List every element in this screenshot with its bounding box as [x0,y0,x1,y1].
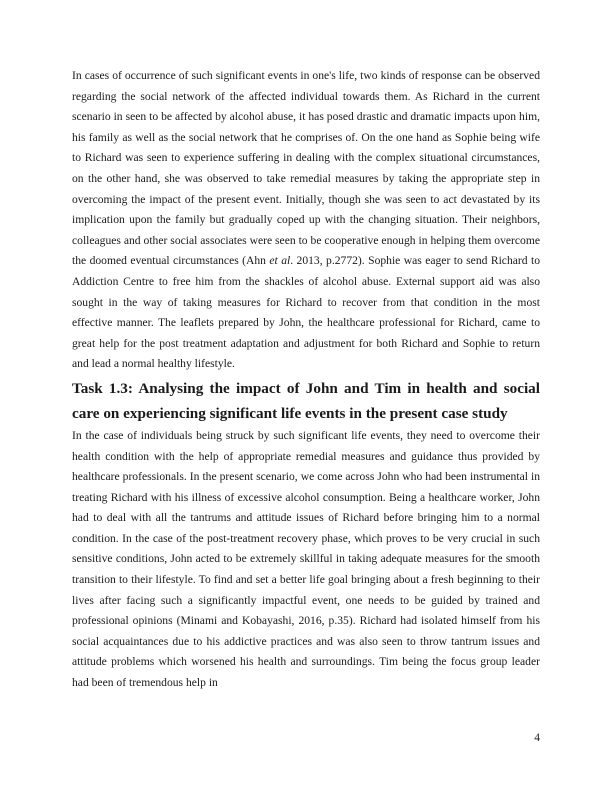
section-heading-task-1-3: Task 1.3: Analysing the impact of John and Tim in health and social care on experiencing significant life events in the present case study [72,379,540,422]
body-paragraph-social-network [72,66,540,375]
citation-et-al: et al [269,254,291,268]
paragraph-text: In cases of occurrence of such significant events in one's life, two kinds of response can be observed regarding the social network of the affected individual towards them. As Richard in the current scenario in seen to be affected by alcohol abuse, it has posed drastic and dramatic impacts upon him, his family as well as the social network that he comprises of. On the one hand as Sophie being wife to Richard was seen to experience suffering in dealing with the complex situational circumstances, on the other hand, she was observed to take remedial measures by taking the appropriate step in overcoming the impact of the present event. Initially, though she was seen to act devastated by its implication upon the family but gradually coped up with the changing situation. Their neighbors, colleagues and other social associates were seen to be cooperative enough in helping them overcome the doomed eventual circumstances (Ahn [72,69,540,268]
paragraph-text-continued: . 2013, p.2772). Sophie was eager to send Richard to Addiction Centre to free him from the shackles of alcohol abuse. External support aid was also sought in the way of taking measures for Richard to recover from that condition in the most effective manner. The leaflets prepared by John, the healthcare professional for Richard, came to great help for the post treatment adaptation and adjustment for both Richard and Sophie to return and lead a normal healthy lifestyle. [72,254,540,371]
document-page [72,66,540,694]
page-number: 4 [534,731,540,744]
body-paragraph-john-and-tim: In the case of individuals being struck by such significant life events, they need to overcome their health condition with the help of appropriate remedial measures and guidance thus provided by healthcare professionals. In the present scenario, we come across John who had been instrumental in treating Richard with his illness of excessive alcohol consumption. Being a healthcare worker, John had to deal with all the tantrums and attitude issues of Richard before bringing him to a normal condition. In the case of the post-treatment recovery phase, which proves to be very crucial in such sensitive conditions, John acted to be extremely skillful in taking adequate measures for the smooth transition to their lifestyle. To find and set a better life goal bringing about a fresh beginning to their lives after facing such a significantly impactful event, one needs to be guided by trained and professional opinions (Minami and Kobayashi, 2016, p.35). Richard had isolated himself from his social acquaintances due to his addictive practices and was also seen to throw tantrum issues and attitude problems which worsened his health and surroundings. Tim being the focus group leader had been of tremendous help in [72,428,540,690]
